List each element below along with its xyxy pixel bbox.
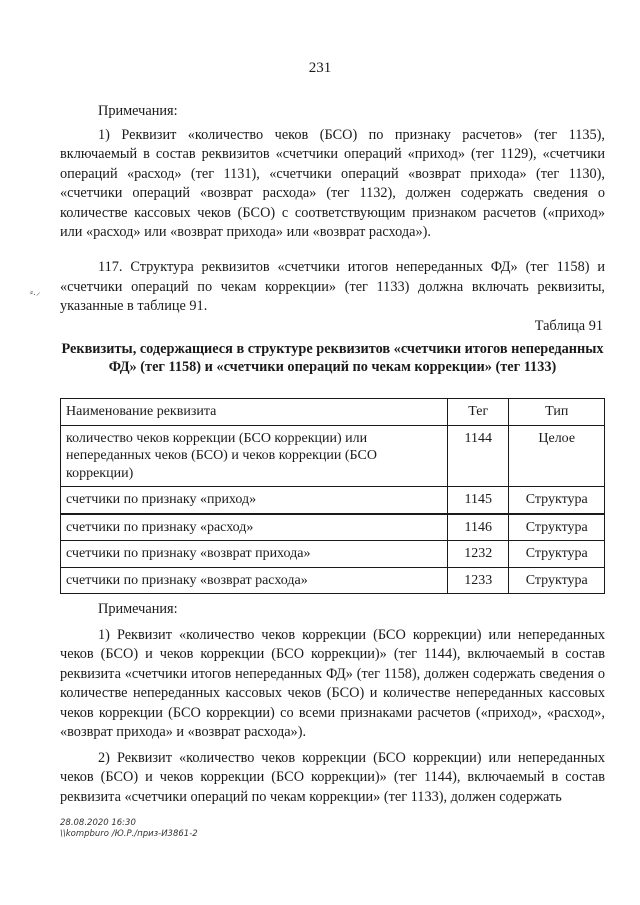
note-item-1: 1) Реквизит «количество чеков (БСО) по признаку расчетов» (тег 1135), включаемый в состав реквизитов «счетчики операций «приход» (тег 1129), «счетчики операций «расход» (тег 1131), «счетчики операций «возврат прихода» (тег 1130), «счетчики операций «возврат расхода» (тег 1132), должен содержать сведения о количестве кассовых чеков (БСО) с соответствующим признаком расчетов («приход» или «расход» или «возврат прихода» или «возврат расхода»). [60,126,605,240]
header-type: Тип [508,398,605,425]
notes-section-2 [60,600,605,807]
paragraph-117 [60,258,605,317]
row-name: количество чеков коррекции (БСО коррекции) или непереданных чеков (БСО) и чеков коррекции (БСО коррекции) [60,425,447,487]
notes-title: Примечания: [98,601,178,617]
table-row [60,486,605,514]
table-number: Таблица 91 [534,318,603,334]
row-tag: 1233 [447,567,509,595]
row-tag: 1146 [447,514,509,541]
row-type: Структура [508,567,605,595]
row-name: счетчики по признаку «приход» [60,486,447,514]
notes-section-1 [60,102,605,243]
table-header-row [60,398,605,425]
requisites-table [60,398,605,594]
table-title: Реквизиты, содержащиеся в структуре реквизитов «счетчики итогов непереданных ФД» (тег 1158) и «счетчики операций по чекам коррекции» (тег 1133) [61,341,604,375]
notes-title: Примечания: [98,103,178,119]
row-name: счетчики по признаку «возврат расхода» [60,567,447,595]
row-type: Структура [508,540,605,567]
table-row [60,567,605,595]
footer-file-path: \\kompburo /Ю.Р./приз-И3861-2 [60,829,198,839]
footer-timestamp: 28.08.2020 16:30 [60,818,136,828]
table-row [60,514,605,541]
note-item-2: 2) Реквизит «количество чеков коррекции (БСО коррекции) или непереданных чеков (БСО) и чеков коррекции (БСО коррекции)» (тег 1144), включаемый в состав реквизита «счетчики операций по чекам коррекции» (тег 1133), должен содержать [60,749,605,805]
row-tag: 1144 [447,425,509,487]
row-type: Структура [508,486,605,514]
row-tag: 1232 [447,540,509,567]
row-name: счетчики по признаку «возврат прихода» [60,540,447,567]
row-name: счетчики по признаку «расход» [60,514,447,541]
page-number: 231 [308,60,332,76]
row-type: Структура [508,514,605,541]
paragraph-117-text: 117. Структура реквизитов «счетчики итогов непереданных ФД» (тег 1158) и «счетчики операций по чекам коррекции» (тег 1133) должна включать реквизиты, указанные в таблице 91. [60,259,605,314]
margin-mark: ⸗.⸝ [30,288,41,298]
row-tag: 1145 [447,486,509,514]
note-item-1: 1) Реквизит «количество чеков коррекции (БСО коррекции) или непереданных чеков (БСО) и чеков коррекции (БСО коррекции)» (тег 1144), включаемый в состав реквизита «счетчики итогов непереданных ФД» (тег 1158), должен содержать сведения о количестве непереданных кассовых чеков (БСО) и количестве непереданных кассовых чеков коррекции (БСО коррекции) со всеми признаками расчетов («приход», «расход», «возврат прихода» и «возврат расхода»). [60,626,605,740]
header-tag: Тег [447,398,509,425]
document-footer [60,818,198,840]
table-row [60,540,605,567]
table-row [60,425,605,487]
header-name: Наименование реквизита [60,398,447,425]
row-type: Целое [508,425,605,487]
